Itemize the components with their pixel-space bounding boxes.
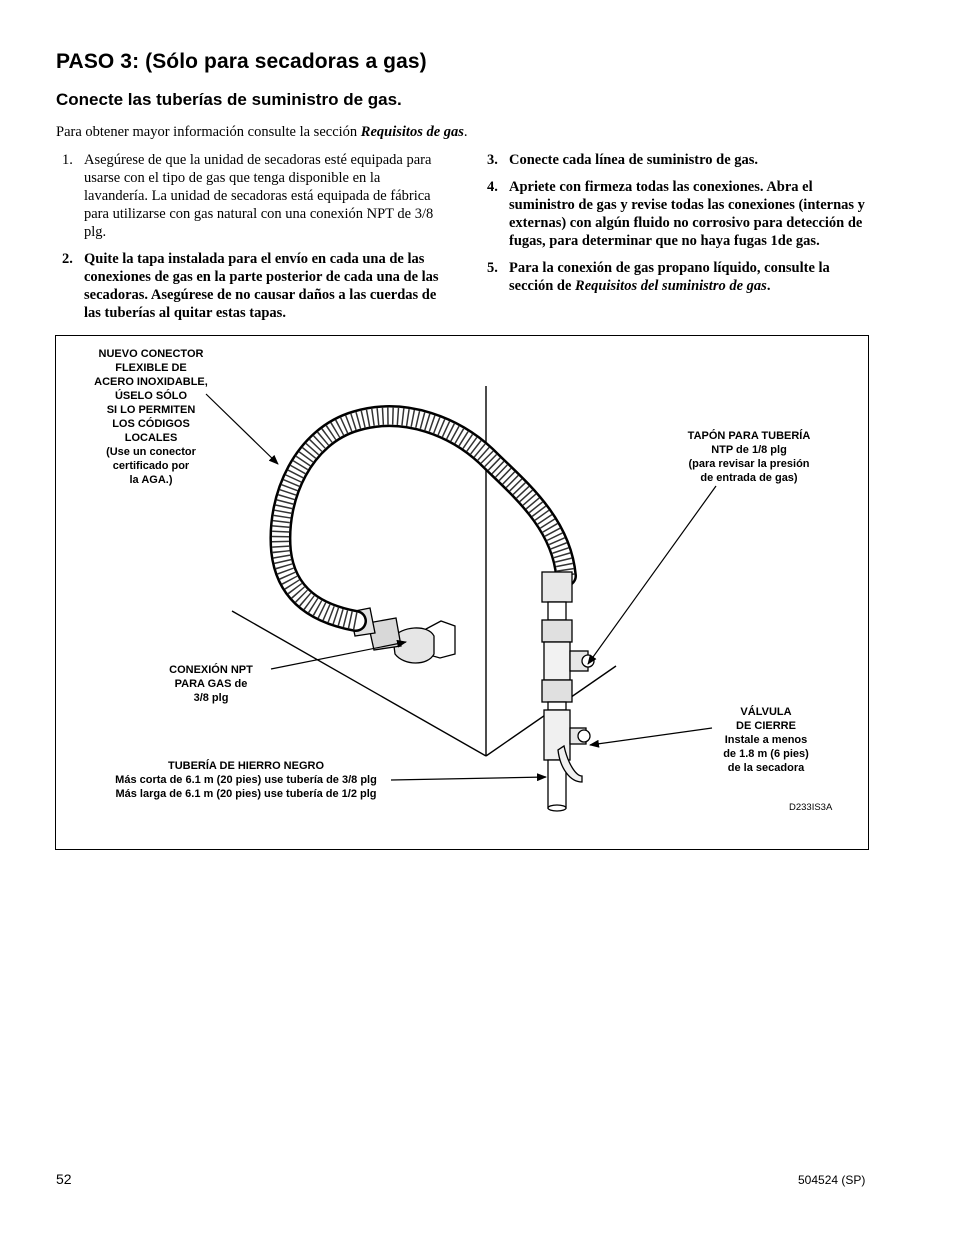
step-text: Apriete con firmeza todas las conexiones. Abra el suministro de gas y revise todas las conexiones (internas y externas) con algún fluido no corrosivo para detección de fugas, para determinar que no haya fugas 1de gas.: [509, 179, 865, 249]
callout-shutoff-valve: VÁLVULA DE CIERRE Instale a menos de 1.8 m (6 pies) de la secadora: [723, 706, 809, 774]
step-text: Quite la tapa instalada para el envío en cada una de las conexiones de gas en la parte posterior de cada una de las secadoras. Asegúrese de no causar daños a las cuerdas de las tuberías al quitar estas tapas.: [84, 251, 439, 321]
steps-left-column: [62, 151, 447, 331]
step-3: [487, 151, 872, 169]
document-code: 504524 (SP): [798, 1173, 866, 1187]
flexible-connector-corrugation: [280, 416, 566, 621]
step-5-reference: Requisitos del suministro de gas: [575, 278, 767, 294]
step-1: [62, 151, 447, 241]
callout-flexible-connector: NUEVO CONECTOR FLEXIBLE DE ACERO INOXIDABLE, ÚSELO SÓLO SI LO PERMITEN LOS CÓDIGOS LOCALES (Use un conector certificado por la AGA.): [94, 348, 208, 486]
step-number: 3.: [487, 152, 498, 168]
step-number: 2.: [62, 251, 73, 267]
callout-npt-connection: CONEXIÓN NPT PARA GAS de 3/8 plg: [169, 664, 253, 704]
step-5: [487, 259, 872, 295]
step-number: 5.: [487, 260, 498, 276]
step-2: [62, 250, 447, 322]
callout-pipe-plug: TAPÓN PARA TUBERÍA NTP de 1/8 plg (para revisar la presión de entrada de gas): [687, 430, 811, 484]
step-5-text: Para la conexión de gas propano líquido, consulte la sección de: [509, 260, 830, 294]
gas-connection-figure: [55, 335, 869, 850]
step-text: Asegúrese de que la unidad de secadoras esté equipada para usarse con el tipo de gas que tenga disponible en la lavandería. La unidad de secadoras está equipada de fábrica para utilizarse con gas natural con una conexión NPT de 3/8 plg.: [84, 152, 434, 240]
steps-right-column: [487, 151, 872, 304]
intro-reference: Requisitos de gas: [360, 124, 464, 140]
step-5-end: .: [766, 278, 771, 294]
step-4: [487, 178, 872, 250]
section-subheading: Conecte las tuberías de suministro de gas.: [56, 90, 402, 109]
step-text: Conecte cada línea de suministro de gas.: [509, 152, 759, 168]
intro-text: Para obtener mayor información consulte la sección: [56, 124, 361, 140]
page-heading: PASO 3: (Sólo para secadoras a gas): [56, 50, 427, 73]
page-number: 52: [56, 1171, 72, 1187]
step-number: 4.: [487, 179, 498, 195]
callout-black-iron-pipe: TUBERÍA DE HIERRO NEGRO Más corta de 6.1 m (20 pies) use tubería de 3/8 plg Más larga de 6.1 m (20 pies) use tubería de 1/2 plg: [115, 760, 377, 800]
step-number: 1.: [62, 152, 73, 168]
intro-paragraph: [56, 124, 468, 141]
intro-end: .: [463, 124, 468, 140]
figure-code: D233IS3A: [789, 802, 833, 813]
step-text: [509, 259, 872, 295]
